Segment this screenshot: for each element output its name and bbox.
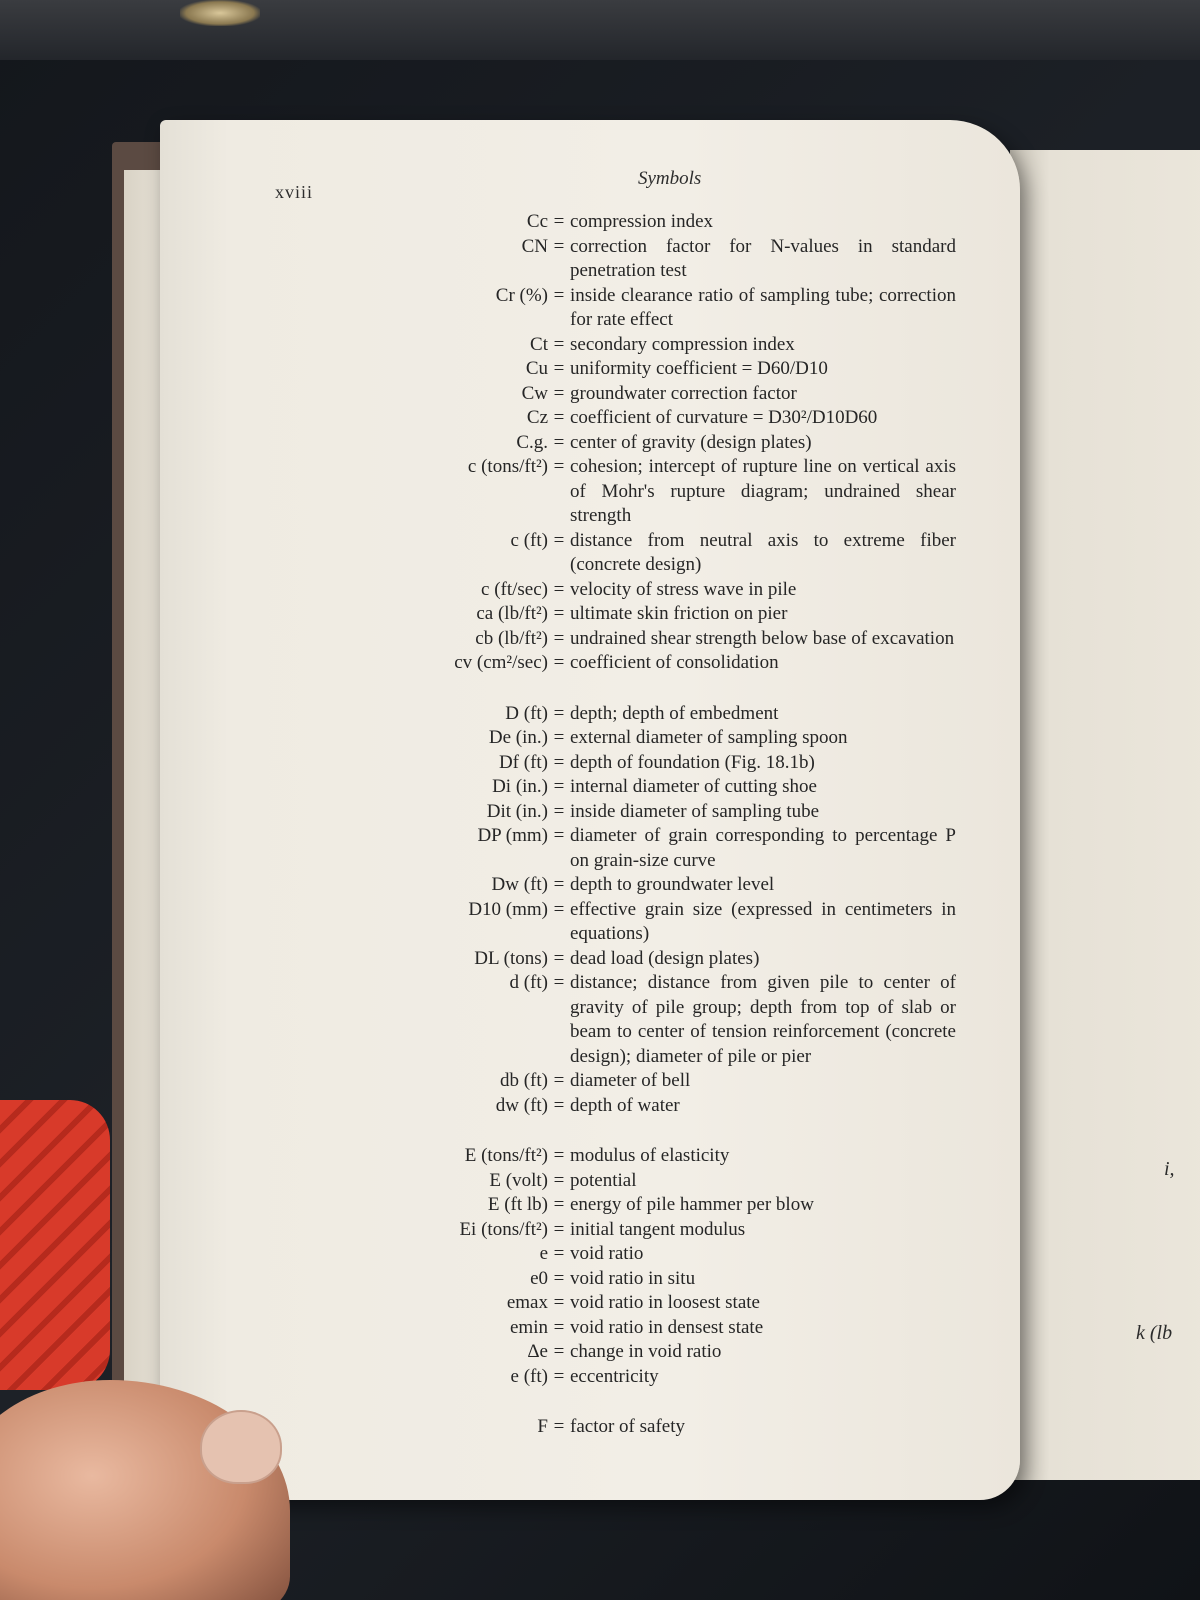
symbol-entry xyxy=(420,971,960,1069)
symbol-entry xyxy=(420,382,960,407)
equals-sign: = xyxy=(553,1267,565,1289)
symbol-entry xyxy=(420,1365,960,1390)
group-spacer xyxy=(420,676,960,702)
symbol: Ct xyxy=(530,333,548,355)
symbol: Cr (%) xyxy=(495,284,548,306)
definition: factor of safety xyxy=(570,1416,685,1437)
equals-sign: = xyxy=(553,800,565,822)
equals-sign: = xyxy=(553,1218,565,1240)
definition: depth; depth of embedment xyxy=(570,702,779,724)
symbol-entry xyxy=(420,431,960,456)
definition: potential xyxy=(570,1169,637,1191)
running-head: Symbols xyxy=(638,168,702,189)
definition: effective grain size (expressed in centimeters in equations) xyxy=(570,898,956,944)
definition: distance from neutral axis to extreme fiber (concrete design) xyxy=(570,529,956,575)
symbol-entry xyxy=(420,775,960,800)
symbol-entry xyxy=(420,1316,960,1341)
symbol: D10 (mm) xyxy=(468,898,548,920)
symbol-entry xyxy=(420,751,960,776)
definition: void ratio in densest state xyxy=(570,1316,764,1338)
symbol-entry xyxy=(420,578,960,603)
facing-page xyxy=(1010,150,1200,1480)
definition: ultimate skin friction on pier xyxy=(570,603,788,624)
red-object xyxy=(0,1100,110,1390)
symbol: Dit (in.) xyxy=(486,800,548,822)
definition: undrained shear strength below base of excavation xyxy=(570,627,955,649)
symbol: e0 xyxy=(530,1267,548,1289)
equals-sign: = xyxy=(553,529,565,551)
symbol-entry xyxy=(420,284,960,333)
equals-sign: = xyxy=(553,1169,565,1191)
symbol-entry xyxy=(420,1193,960,1218)
definition: correction factor for N-values in standard penetration test xyxy=(570,235,956,281)
symbol: E (ft lb) xyxy=(487,1194,548,1215)
symbol-entry xyxy=(420,873,960,898)
symbol: Dw (ft) xyxy=(491,874,548,895)
definition: dead load (design plates) xyxy=(570,947,760,969)
equals-sign: = xyxy=(553,702,565,724)
symbol: ca (lb/ft²) xyxy=(476,603,548,624)
symbol: dw (ft) xyxy=(495,1094,548,1116)
definition: secondary compression index xyxy=(570,333,795,355)
symbols-list xyxy=(420,210,960,1440)
definition: void ratio in loosest state xyxy=(570,1292,760,1313)
equals-sign: = xyxy=(553,1194,565,1215)
equals-sign: = xyxy=(553,578,565,600)
equals-sign: = xyxy=(553,727,565,748)
symbol-entry xyxy=(420,800,960,825)
symbol: E (tons/ft²) xyxy=(464,1145,548,1166)
symbol-entry xyxy=(420,651,960,676)
symbol-entry xyxy=(420,726,960,751)
equals-sign: = xyxy=(553,1292,565,1313)
equals-sign: = xyxy=(553,407,565,428)
symbol: D (ft) xyxy=(505,702,548,724)
group-spacer xyxy=(420,1118,960,1144)
symbol-entry xyxy=(420,455,960,529)
definition: diameter of grain corresponding to percentage P on grain-size curve xyxy=(570,825,956,871)
symbol: cv (cm²/sec) xyxy=(454,652,548,673)
equals-sign: = xyxy=(553,1094,565,1116)
equals-sign: = xyxy=(553,1070,565,1091)
definition: groundwater correction factor xyxy=(570,382,797,404)
definition: initial tangent modulus xyxy=(570,1218,746,1240)
symbol: CN xyxy=(521,235,548,257)
symbol: emax xyxy=(506,1292,548,1313)
symbol: Cc xyxy=(526,211,548,232)
symbol-entry xyxy=(420,1340,960,1365)
equals-sign: = xyxy=(553,382,565,404)
definition: coefficient of consolidation xyxy=(570,652,779,673)
symbol-entry xyxy=(420,529,960,578)
definition: velocity of stress wave in pile xyxy=(570,578,797,600)
equals-sign: = xyxy=(553,431,565,453)
definition: depth of water xyxy=(570,1094,680,1116)
symbol: Ei (tons/ft²) xyxy=(459,1218,548,1240)
definition: cohesion; intercept of rupture line on vertical axis of Mohr's rupture diagram; undrained shear strength xyxy=(570,456,956,526)
equals-sign: = xyxy=(553,652,565,673)
definition: inside clearance ratio of sampling tube; correction for rate effect xyxy=(570,284,956,330)
equals-sign: = xyxy=(553,603,565,624)
symbol-entry xyxy=(420,1169,960,1194)
symbol: emin xyxy=(510,1316,548,1338)
definition: coefficient of curvature = D30²/D10D60 xyxy=(570,407,878,428)
equals-sign: = xyxy=(553,284,565,306)
definition: change in void ratio xyxy=(570,1341,722,1362)
symbol: Cu xyxy=(525,358,548,379)
symbol-entry xyxy=(420,1267,960,1292)
equals-sign: = xyxy=(553,751,565,773)
symbol: c (ft) xyxy=(510,529,548,551)
symbol: e xyxy=(539,1243,548,1264)
symbol: Cw xyxy=(521,382,548,404)
definition: modulus of elasticity xyxy=(570,1145,730,1166)
equals-sign: = xyxy=(553,1416,565,1437)
equals-sign: = xyxy=(553,776,565,797)
symbol: E (volt) xyxy=(489,1169,548,1191)
equals-sign: = xyxy=(553,1145,565,1166)
symbol: e (ft) xyxy=(510,1365,548,1387)
symbol: Δe xyxy=(527,1341,548,1362)
symbol-entry xyxy=(420,357,960,382)
equals-sign: = xyxy=(553,1365,565,1387)
symbol: C.g. xyxy=(516,431,548,453)
symbol-entry xyxy=(420,702,960,727)
equals-sign: = xyxy=(553,627,565,649)
symbol: Di (in.) xyxy=(492,776,548,797)
facing-page-fragment: k (lb xyxy=(1136,1322,1173,1344)
symbol-entry xyxy=(420,406,960,431)
definition: center of gravity (design plates) xyxy=(570,431,812,453)
symbol: DP (mm) xyxy=(477,825,548,846)
symbol-entry xyxy=(420,1415,960,1440)
symbol: Cz xyxy=(526,407,548,428)
symbol: cb (lb/ft²) xyxy=(475,627,548,649)
symbol-entry xyxy=(420,235,960,284)
symbol-entry xyxy=(420,1094,960,1119)
definition: void ratio xyxy=(570,1243,644,1264)
symbol-entry xyxy=(420,210,960,235)
equals-sign: = xyxy=(553,211,565,232)
definition: void ratio in situ xyxy=(570,1267,696,1289)
definition: external diameter of sampling spoon xyxy=(570,727,848,748)
lamp-highlight xyxy=(180,0,260,26)
page-number: xviii xyxy=(275,182,314,202)
symbol-entry xyxy=(420,824,960,873)
symbol: c (ft/sec) xyxy=(481,578,548,600)
definition: depth to groundwater level xyxy=(570,874,775,895)
equals-sign: = xyxy=(553,1341,565,1362)
symbol-entry xyxy=(420,1242,960,1267)
equals-sign: = xyxy=(553,333,565,355)
symbol-entry xyxy=(420,627,960,652)
definition: distance; distance from given pile to center of gravity of pile group; depth from top of slab or beam to center of tension reinforcement (concrete design); diameter of pile or pier xyxy=(570,972,956,1067)
equals-sign: = xyxy=(553,947,565,969)
symbol: DL (tons) xyxy=(474,947,548,969)
equals-sign: = xyxy=(553,358,565,379)
equals-sign: = xyxy=(553,972,565,993)
definition: energy of pile hammer per blow xyxy=(570,1194,814,1215)
definition: compression index xyxy=(570,211,714,232)
symbol-entry xyxy=(420,333,960,358)
symbol: F xyxy=(537,1416,548,1437)
symbol: De (in.) xyxy=(488,727,548,748)
symbol-entry xyxy=(420,1144,960,1169)
definition: uniformity coefficient = D60/D10 xyxy=(570,358,828,379)
group-spacer xyxy=(420,1389,960,1415)
symbol-entry xyxy=(420,1291,960,1316)
equals-sign: = xyxy=(553,1243,565,1264)
symbol: c (tons/ft²) xyxy=(467,456,548,477)
symbol-entry xyxy=(420,602,960,627)
definition: internal diameter of cutting shoe xyxy=(570,776,817,797)
definition: depth of foundation (Fig. 18.1b) xyxy=(570,751,815,773)
symbol: db (ft) xyxy=(499,1070,548,1091)
symbol-entry xyxy=(420,898,960,947)
definition: eccentricity xyxy=(570,1365,659,1387)
symbol: Df (ft) xyxy=(498,751,548,773)
symbol: d (ft) xyxy=(509,972,548,993)
equals-sign: = xyxy=(553,874,565,895)
equals-sign: = xyxy=(553,235,565,257)
definition: diameter of bell xyxy=(570,1070,691,1091)
symbol-entry xyxy=(420,1218,960,1243)
thumb xyxy=(200,1410,282,1484)
definition: inside diameter of sampling tube xyxy=(570,800,820,822)
symbol-entry xyxy=(420,1069,960,1094)
equals-sign: = xyxy=(553,898,565,920)
equals-sign: = xyxy=(553,825,565,846)
symbol-entry xyxy=(420,947,960,972)
equals-sign: = xyxy=(553,456,565,477)
equals-sign: = xyxy=(553,1316,565,1338)
facing-page-fragment: i, xyxy=(1164,1158,1175,1180)
